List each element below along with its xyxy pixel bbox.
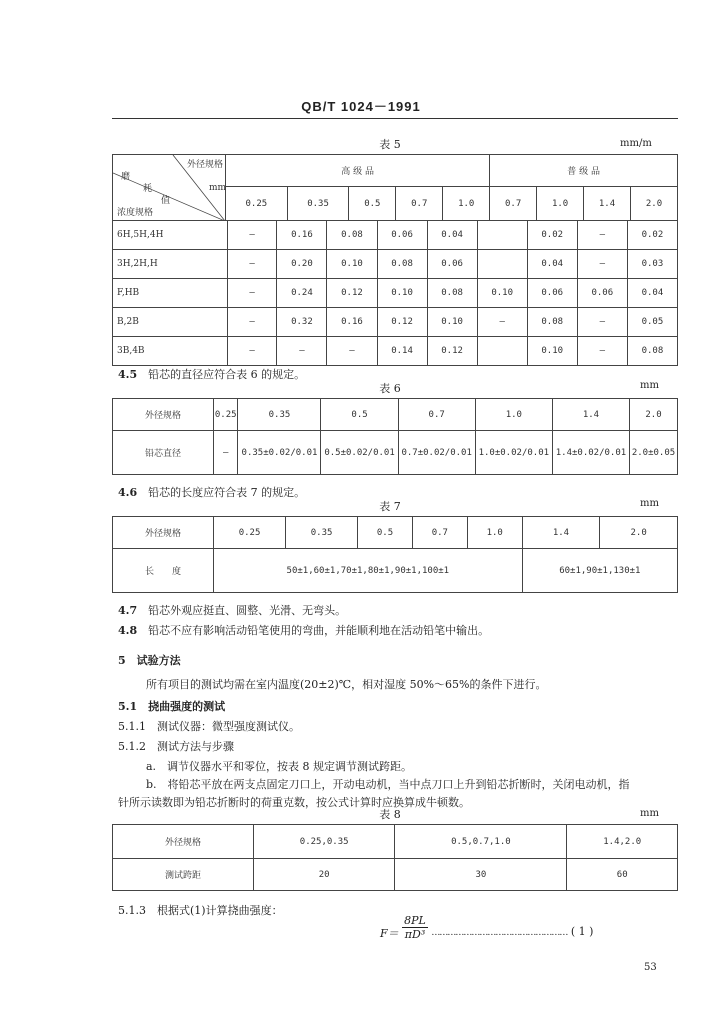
table5-cell: — bbox=[227, 279, 277, 308]
table7-col-header: 0.25 bbox=[214, 517, 286, 549]
table8-caption: 表 8 bbox=[379, 808, 401, 821]
table5-unit: mm/m bbox=[620, 138, 652, 149]
page-number: 53 bbox=[644, 962, 657, 973]
table6 bbox=[112, 398, 678, 475]
section-5: 5 试验方法 bbox=[118, 654, 181, 667]
table6-col-header: 2.0 bbox=[630, 399, 678, 431]
table5-cell: — bbox=[327, 337, 377, 366]
table5-cell bbox=[477, 250, 527, 279]
section-5-1-2-b: b. 将铅芯平放在两支点固定刀口上，开动电动机，当中点刀口上升到铅芯折断时，关闭电动机，指 bbox=[146, 778, 630, 791]
table6-cell: — bbox=[214, 431, 238, 475]
table5-row-label: F,HB bbox=[113, 279, 228, 308]
corner-hardness-label: 浓度规格 bbox=[117, 208, 154, 218]
table8-col-header: 1.4,2.0 bbox=[567, 825, 678, 859]
table6-col-header: 0.7 bbox=[398, 399, 475, 431]
table5-col-header: 0.35 bbox=[287, 187, 349, 221]
table5-cell: 0.05 bbox=[627, 308, 677, 337]
table5-group-high: 高 级 品 bbox=[226, 155, 490, 187]
table5-cell: 0.08 bbox=[527, 308, 577, 337]
table5-cell: 0.08 bbox=[627, 337, 677, 366]
table8-header-label: 外径规格 bbox=[113, 825, 254, 859]
table5-cell: — bbox=[227, 308, 277, 337]
table-row bbox=[113, 308, 678, 337]
table8-row-label: 测试跨距 bbox=[113, 859, 254, 891]
header-rule bbox=[112, 118, 678, 119]
section-5-intro: 所有项目的测试均需在室内温度(20±2)℃，相对湿度 50%～65%的条件下进行。 bbox=[146, 678, 547, 691]
table5-col-header: 2.0 bbox=[631, 187, 678, 221]
section-5-1-2: 5.1.2 测试方法与步骤 bbox=[118, 740, 234, 753]
table7-caption: 表 7 bbox=[379, 500, 401, 513]
table7-col-header: 0.7 bbox=[412, 517, 467, 549]
table5-cell: 0.04 bbox=[627, 279, 677, 308]
table5-cell: 0.10 bbox=[427, 308, 477, 337]
table7-cell-a: 50±1,60±1,70±1,80±1,90±1,100±1 bbox=[214, 549, 523, 593]
section-5-1-1: 5.1.1 测试仪器：微型强度测试仪。 bbox=[118, 720, 300, 733]
table5-cell: 0.06 bbox=[377, 221, 427, 250]
table-row bbox=[113, 250, 678, 279]
table7-col-header: 1.0 bbox=[467, 517, 522, 549]
table-row bbox=[113, 337, 678, 366]
corner-wear-label1: 磨 bbox=[121, 172, 131, 182]
table5-body bbox=[112, 220, 678, 366]
table7-col-header: 2.0 bbox=[600, 517, 678, 549]
table8-unit: mm bbox=[640, 808, 659, 819]
table5-cell: 0.12 bbox=[377, 308, 427, 337]
table5-cell: 0.02 bbox=[627, 221, 677, 250]
table5-col-header: 1.4 bbox=[584, 187, 631, 221]
table5-cell: 0.08 bbox=[377, 250, 427, 279]
table5-cell: 0.10 bbox=[327, 250, 377, 279]
table6-row-label: 铅芯直径 bbox=[113, 431, 214, 475]
table5-cell bbox=[477, 221, 527, 250]
table6-cell: 1.4±0.02/0.01 bbox=[552, 431, 629, 475]
table5-corner-cell bbox=[113, 155, 226, 221]
table-row bbox=[113, 221, 678, 250]
table5-col-header: 0.5 bbox=[349, 187, 396, 221]
table5-cell: 0.16 bbox=[277, 221, 327, 250]
table7-col-header: 1.4 bbox=[522, 517, 600, 549]
table8-cell: 30 bbox=[395, 859, 567, 891]
table6-col-header: 0.25 bbox=[214, 399, 238, 431]
table5-cell: 0.12 bbox=[427, 337, 477, 366]
table7 bbox=[112, 516, 678, 593]
table5-col-header: 1.0 bbox=[443, 187, 490, 221]
table5-cell: 0.08 bbox=[327, 221, 377, 250]
corner-wear-label2: 耗 bbox=[143, 184, 153, 194]
corner-outer-label: 外径规格 bbox=[187, 160, 224, 170]
table5-col-header: 0.7 bbox=[396, 187, 443, 221]
section-5-1: 5.1 挠曲强度的测试 bbox=[118, 700, 226, 713]
table5-cell: 0.06 bbox=[427, 250, 477, 279]
formula-denominator: πD³ bbox=[404, 928, 426, 941]
table5-row-label: 3H,2H,H bbox=[113, 250, 228, 279]
table7-unit: mm bbox=[640, 498, 659, 509]
table6-col-header: 0.35 bbox=[238, 399, 321, 431]
table5-cell: 0.10 bbox=[477, 279, 527, 308]
table5-cell: — bbox=[577, 308, 627, 337]
table5-cell: 0.02 bbox=[527, 221, 577, 250]
table5-cell: — bbox=[577, 250, 627, 279]
table6-cell: 0.35±0.02/0.01 bbox=[238, 431, 321, 475]
corner-mm: mm bbox=[209, 183, 227, 193]
section-4-6: 4.6 铅芯的长度应符合表 7 的规定。 bbox=[118, 486, 306, 499]
section-4-5: 4.5 铅芯的直径应符合表 6 的规定。 bbox=[118, 368, 306, 381]
formula-fraction bbox=[402, 914, 428, 941]
table5-col-header: 0.7 bbox=[490, 187, 537, 221]
section-5-1-2-b-cont: 针所示读数即为铅芯折断时的荷重克数，按公式计算时应换算成牛顿数。 bbox=[118, 796, 470, 809]
table5-cell: 0.04 bbox=[427, 221, 477, 250]
table5-cell: — bbox=[577, 337, 627, 366]
table5 bbox=[112, 154, 678, 221]
table5-cell: 0.04 bbox=[527, 250, 577, 279]
formula-number: ( 1 ) bbox=[570, 924, 594, 938]
table5-row-label: B,2B bbox=[113, 308, 228, 337]
table5-cell: — bbox=[227, 337, 277, 366]
table6-caption: 表 6 bbox=[379, 382, 401, 395]
table6-cell: 2.0±0.05 bbox=[630, 431, 678, 475]
table5-cell: 0.06 bbox=[577, 279, 627, 308]
table6-cell: 0.5±0.02/0.01 bbox=[321, 431, 398, 475]
table5-cell: 0.03 bbox=[627, 250, 677, 279]
table5-cell: 0.32 bbox=[277, 308, 327, 337]
table5-row-label: 6H,5H,4H bbox=[113, 221, 228, 250]
table6-header-label: 外径规格 bbox=[113, 399, 214, 431]
table5-cell: 0.10 bbox=[377, 279, 427, 308]
table6-cell: 1.0±0.02/0.01 bbox=[475, 431, 552, 475]
table5-cell: — bbox=[577, 221, 627, 250]
table7-col-header: 0.35 bbox=[286, 517, 358, 549]
table5-cell: 0.08 bbox=[427, 279, 477, 308]
table5-cell: — bbox=[227, 221, 277, 250]
table5-cell: 0.20 bbox=[277, 250, 327, 279]
table5-cell: — bbox=[227, 250, 277, 279]
section-4-7: 4.7 铅芯外观应挺直、圆整、光滑、无弯头。 bbox=[118, 604, 347, 617]
table6-col-header: 1.0 bbox=[475, 399, 552, 431]
formula-numerator: 8PL bbox=[404, 914, 426, 927]
table8-cell: 20 bbox=[254, 859, 395, 891]
table-row bbox=[113, 279, 678, 308]
corner-value-label: 值 bbox=[161, 196, 171, 206]
table7-cell-b: 60±1,90±1,130±1 bbox=[522, 549, 677, 593]
table5-col-header: 0.25 bbox=[226, 187, 288, 221]
table5-cell: 0.10 bbox=[527, 337, 577, 366]
formula-lhs: F＝ bbox=[380, 926, 399, 940]
table6-col-header: 0.5 bbox=[321, 399, 398, 431]
table6-col-header: 1.4 bbox=[552, 399, 629, 431]
formula bbox=[380, 914, 593, 941]
table5-row-label: 3B,4B bbox=[113, 337, 228, 366]
table6-unit: mm bbox=[640, 380, 659, 391]
table5-cell: 0.12 bbox=[327, 279, 377, 308]
table8 bbox=[112, 824, 678, 891]
table8-col-header: 0.25,0.35 bbox=[254, 825, 395, 859]
standard-header: QB/T 1024－1991 bbox=[301, 99, 421, 114]
table5-group-normal: 普 级 品 bbox=[490, 155, 678, 187]
table5-cell: 0.24 bbox=[277, 279, 327, 308]
table7-row-label: 长 度 bbox=[113, 549, 214, 593]
table8-col-header: 0.5,0.7,1.0 bbox=[395, 825, 567, 859]
table5-cell bbox=[477, 337, 527, 366]
section-5-1-2-a: a. 调节仪器水平和零位，按表 8 规定调节测试跨距。 bbox=[146, 760, 413, 773]
section-5-1-3: 5.1.3 根据式(1)计算挠曲强度： bbox=[118, 904, 283, 917]
formula-dots: …………………………………………… bbox=[431, 927, 568, 938]
table5-cell: 0.06 bbox=[527, 279, 577, 308]
table5-cell: 0.14 bbox=[377, 337, 427, 366]
table6-cell: 0.7±0.02/0.01 bbox=[398, 431, 475, 475]
section-4-8: 4.8 铅芯不应有影响活动铅笔使用的弯曲，并能顺利地在活动铅笔中输出。 bbox=[118, 624, 490, 637]
table7-col-header: 0.5 bbox=[358, 517, 413, 549]
table5-cell: — bbox=[277, 337, 327, 366]
table5-caption: 表 5 bbox=[379, 138, 401, 151]
table5-col-header: 1.0 bbox=[537, 187, 584, 221]
table7-header-label: 外径规格 bbox=[113, 517, 214, 549]
table5-cell: — bbox=[477, 308, 527, 337]
table5-cell: 0.16 bbox=[327, 308, 377, 337]
table8-cell: 60 bbox=[567, 859, 678, 891]
